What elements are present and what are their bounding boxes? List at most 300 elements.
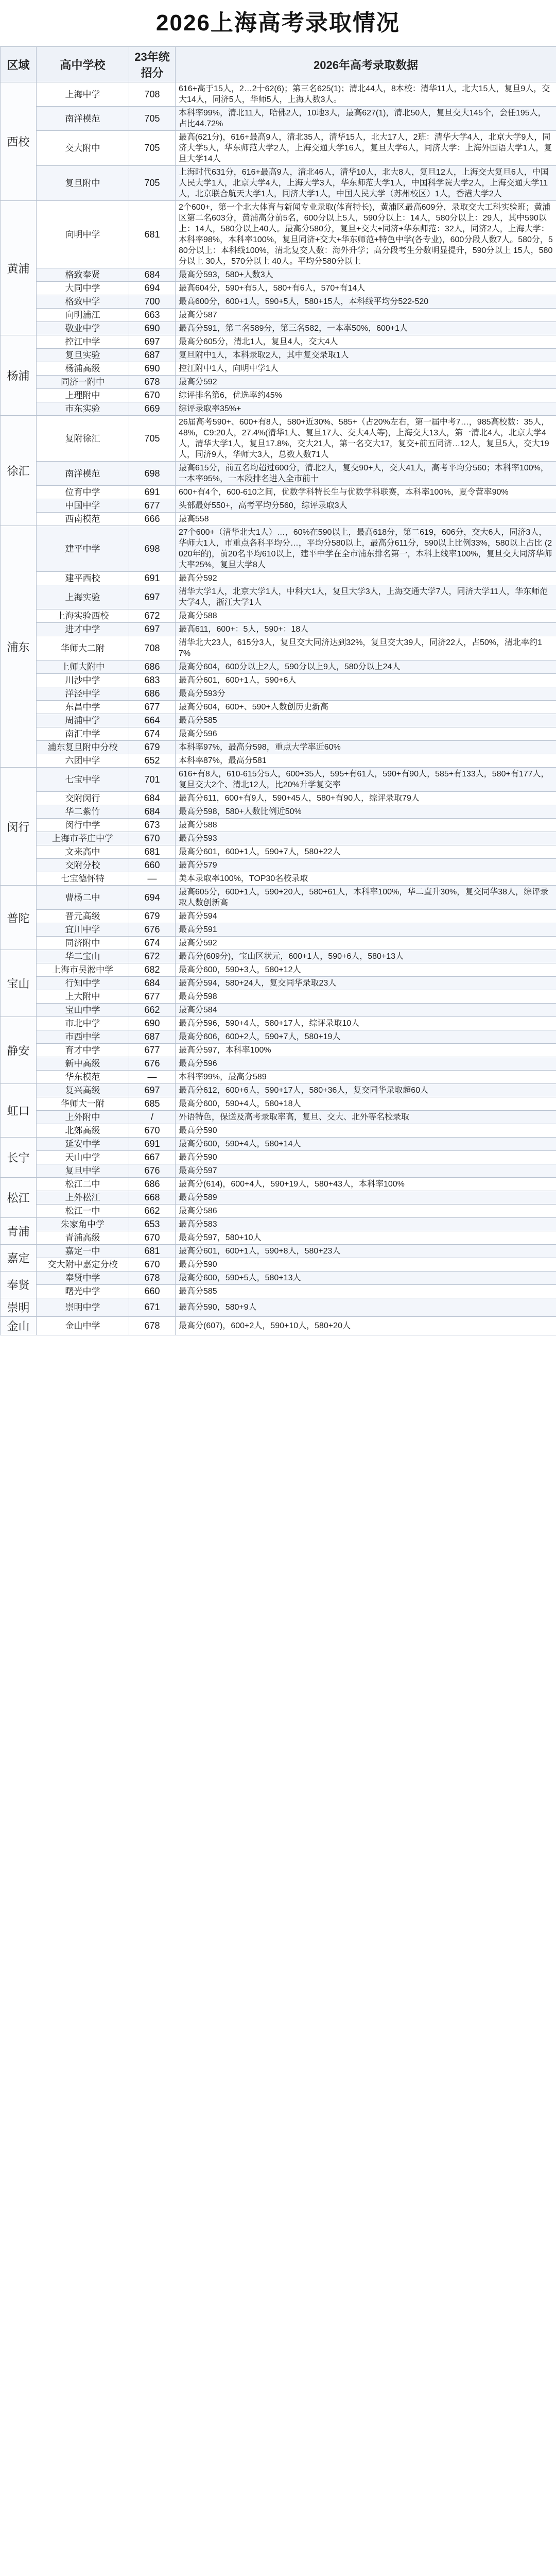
school-name-cell: 上外松江 <box>37 1191 129 1205</box>
admission-data-cell: 2个600+，第一个北大体育与新闻专业录取(体育特长)，黄浦区最高609分，录取交大工科实验班；黄浦区第二名603分，黄浦高分前5名，600分以上5人，590分以上：14人，580分以上：29人，其中590以上：14人，580分以上40人。最高分580分，复旦+交大+同济+华东师范：32人，同济2人，上海大学：本科率98%，本科率100%，复旦同济+交大+华东师范+特色中学(各专业)，600分段人数7人。580分，580分以上：本科线100%，清北复交人数：海外升学；高分段考生分数明显提升，590分以上 15人，580分以上 30人，570分以上 40人。平均分580分以上 <box>176 201 556 268</box>
score-cell: 705 <box>129 131 176 166</box>
score-cell: 660 <box>129 1285 176 1298</box>
district-cell: 闵行 <box>1 768 37 886</box>
table-row <box>1 82 556 107</box>
score-cell: 664 <box>129 714 176 727</box>
table-row <box>1 486 556 499</box>
admission-data-cell: 最高分596 <box>176 727 556 741</box>
school-name-cell: 奉贤中学 <box>37 1272 129 1285</box>
school-name-cell: 川沙中学 <box>37 674 129 687</box>
school-name-cell: 上海实验西校 <box>37 609 129 623</box>
score-cell: 674 <box>129 937 176 950</box>
school-name-cell: 上海市莘庄中学 <box>37 832 129 845</box>
table-row <box>1 309 556 322</box>
table-row <box>1 416 556 462</box>
admission-data-cell: 最高分587 <box>176 309 556 322</box>
score-cell: 691 <box>129 486 176 499</box>
school-name-cell: 东昌中学 <box>37 701 129 714</box>
school-name-cell: 曙光中学 <box>37 1285 129 1298</box>
score-cell: 705 <box>129 166 176 201</box>
table-row <box>1 819 556 832</box>
school-name-cell: 上师大附中 <box>37 660 129 674</box>
school-name-cell: 南汇中学 <box>37 727 129 741</box>
district-cell: 长宁 <box>1 1138 37 1178</box>
admission-data-cell: 最高分601，600+1人，590+7人，580+22人 <box>176 845 556 859</box>
table-row <box>1 754 556 768</box>
score-cell: 690 <box>129 1017 176 1030</box>
school-name-cell: 上大附中 <box>37 990 129 1004</box>
score-cell: 682 <box>129 963 176 977</box>
score-cell: 652 <box>129 754 176 768</box>
table-row <box>1 950 556 963</box>
score-cell: 697 <box>129 335 176 349</box>
school-name-cell: 敬业中学 <box>37 322 129 335</box>
admission-data-cell: 最高604分，590+有5人，580+有6人，570+有14人 <box>176 282 556 295</box>
table-row <box>1 1084 556 1097</box>
table-row <box>1 1231 556 1245</box>
table-row <box>1 923 556 937</box>
admission-data-cell: 最高分593 <box>176 832 556 845</box>
school-name-cell: 上海市吴淞中学 <box>37 963 129 977</box>
score-cell: 681 <box>129 1245 176 1258</box>
table-row <box>1 910 556 923</box>
school-name-cell: 位育中学 <box>37 486 129 499</box>
table-row <box>1 832 556 845</box>
table-row <box>1 268 556 282</box>
score-cell: 674 <box>129 727 176 741</box>
admission-data-cell: 头部最好550+，高考平均分560，综评录取3人 <box>176 499 556 513</box>
district-cell: 普陀 <box>1 886 37 950</box>
school-name-cell: 七宝德怀特 <box>37 872 129 886</box>
admission-data-cell: 最高分604，600+、590+人数创历史新高 <box>176 701 556 714</box>
admission-data-cell: 最高分596，590+4人，580+17人，综评录取10人 <box>176 1017 556 1030</box>
score-cell: / <box>129 1111 176 1124</box>
score-cell: 671 <box>129 1298 176 1317</box>
score-cell: 670 <box>129 832 176 845</box>
table-row <box>1 131 556 166</box>
score-cell: 668 <box>129 1191 176 1205</box>
admission-data-cell: 上海时代631分，616+最高9人，清北46人，清华10人，北大8人，复旦12人，上海交大复旦6人，中国人民大学1人，北京大学4人，上海大学3人，华东师范大学1人，中国科学院大学2人，上海交通大学11人，北京联合航天大学1人，同济大学1人，中国人民大学（苏州校区）1人，香港大学2人 <box>176 166 556 201</box>
table-row <box>1 1138 556 1151</box>
score-cell: 700 <box>129 295 176 309</box>
district-cell: 宝山 <box>1 950 37 1017</box>
table-row <box>1 1044 556 1057</box>
school-name-cell: 华东模范 <box>37 1071 129 1084</box>
district-cell: 静安 <box>1 1017 37 1084</box>
score-cell: 673 <box>129 819 176 832</box>
score-cell: 684 <box>129 268 176 282</box>
school-name-cell: 市北中学 <box>37 1017 129 1030</box>
score-cell: 690 <box>129 322 176 335</box>
admission-data-cell: 最高分594 <box>176 910 556 923</box>
table-row <box>1 674 556 687</box>
school-name-cell: 嘉定一中 <box>37 1245 129 1258</box>
table-row <box>1 714 556 727</box>
table-row <box>1 572 556 585</box>
school-name-cell: 同济附中 <box>37 937 129 950</box>
admission-data-cell: 清华大学1人，北京大学1人，中科大1人，复旦大学3人，上海交通大学7人，同济大学11人，华东师范大学4人，浙江大学1人 <box>176 585 556 609</box>
school-name-cell: 新中高级 <box>37 1057 129 1071</box>
score-cell: 677 <box>129 990 176 1004</box>
table-row <box>1 963 556 977</box>
score-cell: 697 <box>129 1084 176 1097</box>
table-row <box>1 727 556 741</box>
score-cell: — <box>129 1071 176 1084</box>
table-row <box>1 977 556 990</box>
score-cell: 679 <box>129 910 176 923</box>
table-row <box>1 1151 556 1164</box>
score-cell: 677 <box>129 701 176 714</box>
table-row <box>1 792 556 805</box>
table-row <box>1 1111 556 1124</box>
school-name-cell: 复旦附中 <box>37 166 129 201</box>
admission-data-cell: 本科率87%，最高分581 <box>176 754 556 768</box>
admission-data-cell: 最高分586 <box>176 1205 556 1218</box>
school-name-cell: 闵行中学 <box>37 819 129 832</box>
admission-data-cell: 最高分600，590+4人，580+14人 <box>176 1138 556 1151</box>
score-cell: 685 <box>129 1097 176 1111</box>
admission-data-cell: 最高(621分)，616+最高9人，清北35人，清华15人，北大17人，2班：清华大学4人，北京大学9人，同济大学5人，华东师范大学2人，上海交通大学16人，复旦大学6人，同济大学：上海外国语大学1人，复旦大学14人 <box>176 131 556 166</box>
admission-data-cell: 26届高考590+、600+有8人，580+近30%、585+（占20%左右，第一届中考7…，985高校数：35人，48%，C9:20人，27.4%(清华1人、复旦17人、交大4人等)，上海交大13人，第一清北4人，北京大学4人，清华大学1人，复旦17.8%，交大21人，第一名交大17，复交+前五同济…12人，复旦5人，交大19人，同济9人，华师大3人，总数人数71人 <box>176 416 556 462</box>
admission-data-cell: 最高615分，前五名均超过600分，清北2人，复交90+人，交大41人，高考平均分560；本科率100%，一本率95%，一本段排名进入全市前十 <box>176 462 556 486</box>
admission-data-cell: 最高分600，590+5人，580+13人 <box>176 1272 556 1285</box>
admission-data-cell: 最高分590 <box>176 1124 556 1138</box>
table-row <box>1 1124 556 1138</box>
school-name-cell: 复兴高级 <box>37 1084 129 1097</box>
school-name-cell: 金山中学 <box>37 1317 129 1335</box>
score-cell: 670 <box>129 389 176 402</box>
school-name-cell: 上理附中 <box>37 389 129 402</box>
admission-data-cell: 最高分612，600+6人，590+17人，580+36人，复交同华录取超60人 <box>176 1084 556 1097</box>
admission-data-cell: 最高分598 <box>176 990 556 1004</box>
school-name-cell: 建平中学 <box>37 526 129 572</box>
admission-data-cell: 最高分588 <box>176 819 556 832</box>
column-header-score: 23年统招分 <box>129 47 176 82</box>
table-row <box>1 282 556 295</box>
table-row <box>1 687 556 701</box>
table-row <box>1 1285 556 1298</box>
table-row <box>1 322 556 335</box>
table-row <box>1 585 556 609</box>
school-name-cell: 曹杨二中 <box>37 886 129 910</box>
admission-data-cell: 最高分590，580+9人 <box>176 1298 556 1317</box>
score-cell: 686 <box>129 660 176 674</box>
school-name-cell: 大同中学 <box>37 282 129 295</box>
table-row <box>1 872 556 886</box>
school-name-cell: 北郊高级 <box>37 1124 129 1138</box>
table-row <box>1 805 556 819</box>
admission-data-cell: 最高分590 <box>176 1258 556 1272</box>
admission-data-cell: 本科率99%，清北11人，哈佛2人，10地3人，最高627(1)，清北50人，复旦交大145个，会任195人，占比44.72% <box>176 107 556 131</box>
admission-data-cell: 美本录取率100%，TOP30名校录取 <box>176 872 556 886</box>
school-name-cell: 宝山中学 <box>37 1004 129 1017</box>
score-cell: 681 <box>129 845 176 859</box>
score-cell: 667 <box>129 1151 176 1164</box>
table-row <box>1 513 556 526</box>
admission-data-cell: 最高分593分 <box>176 687 556 701</box>
admission-data-cell: 最高分606，600+2人，590+7人，580+19人 <box>176 1030 556 1044</box>
school-name-cell: 向明中学 <box>37 201 129 268</box>
district-cell: 嘉定 <box>1 1245 37 1272</box>
table-row <box>1 376 556 389</box>
score-cell: 678 <box>129 376 176 389</box>
table-row <box>1 937 556 950</box>
score-cell: 697 <box>129 585 176 609</box>
table-row <box>1 166 556 201</box>
score-cell: 698 <box>129 526 176 572</box>
school-name-cell: 交附闵行 <box>37 792 129 805</box>
score-cell: 684 <box>129 977 176 990</box>
school-name-cell: 控江中学 <box>37 335 129 349</box>
table-row <box>1 1071 556 1084</box>
score-cell: 708 <box>129 82 176 107</box>
school-name-cell: 延安中学 <box>37 1138 129 1151</box>
column-header-school: 高中学校 <box>37 47 129 82</box>
school-name-cell: 浦东复旦附中分校 <box>37 741 129 754</box>
district-cell: 崇明 <box>1 1298 37 1317</box>
score-cell: 663 <box>129 309 176 322</box>
admission-data-cell: 27个600+（清华北大1人）…，60%在590以上，最高618分，第二619，606分，交大6人，同济3人，华师大1人，市重点各科平均分…，平均分580以上，最高分611分，590以上比例33%，580以上占比 (2020年的)，前20名平均610以上，建平中学在全市浦东排名第一，本科上线率100%，复旦交大同济华师大率25%，复旦大学8人 <box>176 526 556 572</box>
admission-data-cell: 最高分583 <box>176 1218 556 1231</box>
table-row <box>1 845 556 859</box>
table-row <box>1 201 556 268</box>
admission-data-cell: 最高分592 <box>176 376 556 389</box>
table-body <box>1 82 556 1335</box>
school-name-cell: 格致中学 <box>37 295 129 309</box>
school-name-cell: 南洋模范 <box>37 107 129 131</box>
admission-data-cell: 控江附中1人，向明中学1人 <box>176 362 556 376</box>
school-name-cell: 交附分校 <box>37 859 129 872</box>
score-cell: 697 <box>129 623 176 636</box>
admission-data-cell: 最高605分，600+1人，590+20人，580+61人，本科率100%，华二直升30%，复交同华38人，综评录取人数创新高 <box>176 886 556 910</box>
score-cell: 705 <box>129 107 176 131</box>
admission-data-cell: 本科率99%，最高分589 <box>176 1071 556 1084</box>
table-row <box>1 1178 556 1191</box>
school-name-cell: 文来高中 <box>37 845 129 859</box>
district-cell: 黄浦 <box>1 201 37 335</box>
score-cell: 670 <box>129 1231 176 1245</box>
district-cell: 西校 <box>1 82 37 201</box>
score-cell: 679 <box>129 741 176 754</box>
school-name-cell: 周浦中学 <box>37 714 129 727</box>
admission-data-cell: 最高分592 <box>176 937 556 950</box>
score-cell: 672 <box>129 950 176 963</box>
column-header-data: 2026年高考录取数据 <box>176 47 556 82</box>
table-row <box>1 990 556 1004</box>
score-cell: 676 <box>129 1164 176 1178</box>
school-name-cell: 七宝中学 <box>37 768 129 792</box>
score-cell: 676 <box>129 1057 176 1071</box>
score-cell: 686 <box>129 687 176 701</box>
school-name-cell: 市东实验 <box>37 402 129 416</box>
school-name-cell: 交大附中 <box>37 131 129 166</box>
score-cell: 708 <box>129 636 176 660</box>
page-title: 2026上海高考录取情况 <box>0 0 556 46</box>
score-cell: 677 <box>129 1044 176 1057</box>
school-name-cell: 华二宝山 <box>37 950 129 963</box>
school-name-cell: 育才中学 <box>37 1044 129 1057</box>
admission-data-cell: 最高分611，600+有9人，590+45人，580+有90人，综评录取79人 <box>176 792 556 805</box>
school-name-cell: 南洋模范 <box>37 462 129 486</box>
table-row <box>1 1004 556 1017</box>
school-name-cell: 格致奉贤 <box>37 268 129 282</box>
district-cell: 浦东 <box>1 526 37 768</box>
admission-data-cell: 复旦附中1人，本科录取2人，其中复交录取1人 <box>176 349 556 362</box>
table-row <box>1 1298 556 1317</box>
score-cell: 681 <box>129 201 176 268</box>
district-cell: 青浦 <box>1 1218 37 1245</box>
table-row <box>1 1245 556 1258</box>
table-row <box>1 636 556 660</box>
school-name-cell: 市西中学 <box>37 1030 129 1044</box>
score-cell: 678 <box>129 1272 176 1285</box>
admission-table <box>0 46 556 1335</box>
admission-data-cell: 外语特色，保送及高考录取率高，复旦、交大、北外等名校录取 <box>176 1111 556 1124</box>
school-name-cell: 天山中学 <box>37 1151 129 1164</box>
score-cell: 705 <box>129 416 176 462</box>
school-name-cell: 复旦中学 <box>37 1164 129 1178</box>
score-cell: 676 <box>129 923 176 937</box>
admission-data-cell: 最高分579 <box>176 859 556 872</box>
school-name-cell: 复旦实验 <box>37 349 129 362</box>
table-row <box>1 1317 556 1335</box>
table-row <box>1 701 556 714</box>
admission-data-cell: 清华北大23人，615分3人，复旦交大同济达到32%，复旦交大39人，同济22人，占50%，清北率约17% <box>176 636 556 660</box>
school-name-cell: 洋泾中学 <box>37 687 129 701</box>
score-cell: 683 <box>129 674 176 687</box>
score-cell: 686 <box>129 1178 176 1191</box>
school-name-cell: 上外附中 <box>37 1111 129 1124</box>
admission-data-cell: 最高分(609分)，宝山区状元，600+1人，590+6人，580+13人 <box>176 950 556 963</box>
admission-data-cell: 最高分590 <box>176 1151 556 1164</box>
school-name-cell: 中国中学 <box>37 499 129 513</box>
admission-data-cell: 616+高于15人，2…2十62(6)；第三名625(1)；清北44人，8本校：清华11人，北大15人，复旦9人，交大14人，同济5人，华师5人，上海人数3人。 <box>176 82 556 107</box>
admission-data-cell: 最高分605分，清北1人，复旦4人，交大4人 <box>176 335 556 349</box>
score-cell: 662 <box>129 1004 176 1017</box>
admission-data-cell: 最高600分，600+1人，590+5人，580+15人，本科线平均分522-520 <box>176 295 556 309</box>
district-cell: 虹口 <box>1 1084 37 1138</box>
admission-data-cell: 616+有8人，610-615分5人，600+35人，595+有61人，590+有90人，585+有133人，580+有177人，复旦交大2个、清北12人，比20%升学复交率 <box>176 768 556 792</box>
table-row <box>1 295 556 309</box>
table-row <box>1 389 556 402</box>
table-row <box>1 362 556 376</box>
score-cell: 662 <box>129 1205 176 1218</box>
score-cell: 669 <box>129 402 176 416</box>
school-name-cell: 进才中学 <box>37 623 129 636</box>
table-row <box>1 1057 556 1071</box>
table-row <box>1 1017 556 1030</box>
table-row <box>1 886 556 910</box>
admission-data-cell: 本科率97%，最高分598，重点大学率近60% <box>176 741 556 754</box>
admission-data-cell: 最高分592 <box>176 572 556 585</box>
district-cell: 金山 <box>1 1317 37 1335</box>
score-cell: 698 <box>129 462 176 486</box>
admission-data-cell: 最高分(607)，600+2人，590+10人，580+20人 <box>176 1317 556 1335</box>
school-name-cell: 华师大二附 <box>37 636 129 660</box>
school-name-cell: 复附徐汇 <box>37 416 129 462</box>
table-row <box>1 335 556 349</box>
score-cell: 687 <box>129 1030 176 1044</box>
school-name-cell: 华师大一附 <box>37 1097 129 1111</box>
table-row <box>1 462 556 486</box>
admission-data-cell: 最高611，600+：5人，590+：18人 <box>176 623 556 636</box>
table-row <box>1 609 556 623</box>
school-name-cell: 松江二中 <box>37 1178 129 1191</box>
table-row <box>1 660 556 674</box>
school-name-cell: 崇明中学 <box>37 1298 129 1317</box>
admission-data-cell: 最高分601，600+1人，590+6人 <box>176 674 556 687</box>
district-cell: 杨浦 <box>1 335 37 416</box>
score-cell: 678 <box>129 1317 176 1335</box>
admission-data-cell: 最高分594，580+24人，复交同华录取23人 <box>176 977 556 990</box>
column-header-district: 区域 <box>1 47 37 82</box>
score-cell: 653 <box>129 1218 176 1231</box>
table-row <box>1 1164 556 1178</box>
admission-data-cell: 最高分597 <box>176 1164 556 1178</box>
score-cell: 691 <box>129 572 176 585</box>
admission-data-cell: 最高分596 <box>176 1057 556 1071</box>
school-name-cell: 上海实验 <box>37 585 129 609</box>
table-row <box>1 1218 556 1231</box>
table-row <box>1 1097 556 1111</box>
score-cell: 670 <box>129 1124 176 1138</box>
admission-data-cell: 最高分585 <box>176 1285 556 1298</box>
school-name-cell: 西南模范 <box>37 513 129 526</box>
admission-data-cell: 最高分(614)，600+4人，590+19人，580+43人，本科率100% <box>176 1178 556 1191</box>
score-cell: 687 <box>129 349 176 362</box>
school-name-cell: 建平西校 <box>37 572 129 585</box>
table-row <box>1 1272 556 1285</box>
admission-data-cell: 最高分597，580+10人 <box>176 1231 556 1245</box>
score-cell: 701 <box>129 768 176 792</box>
table-row <box>1 859 556 872</box>
school-name-cell: 六团中学 <box>37 754 129 768</box>
score-cell: 666 <box>129 513 176 526</box>
district-cell: 松江 <box>1 1178 37 1218</box>
school-name-cell: 宜川中学 <box>37 923 129 937</box>
score-cell: 694 <box>129 282 176 295</box>
table-row <box>1 768 556 792</box>
school-name-cell: 华二紫竹 <box>37 805 129 819</box>
admission-data-cell: 最高分589 <box>176 1191 556 1205</box>
score-cell: — <box>129 872 176 886</box>
admission-data-cell: 600+有4个，600-610之间，优数学科特长生与优数学科联赛，本科率100%，夏令营率90% <box>176 486 556 499</box>
table-row <box>1 499 556 513</box>
table-row <box>1 1258 556 1272</box>
district-cell: 徐汇 <box>1 416 37 526</box>
table-row <box>1 1205 556 1218</box>
table-row <box>1 741 556 754</box>
admission-data-cell: 最高分597，本科率100% <box>176 1044 556 1057</box>
score-cell: 694 <box>129 886 176 910</box>
admission-data-cell: 最高分600，590+4人，580+18人 <box>176 1097 556 1111</box>
school-name-cell: 交大附中嘉定分校 <box>37 1258 129 1272</box>
table-row <box>1 1191 556 1205</box>
score-cell: 660 <box>129 859 176 872</box>
admission-data-cell: 最高分598，580+人数比例近50% <box>176 805 556 819</box>
school-name-cell: 向明浦江 <box>37 309 129 322</box>
score-cell: 691 <box>129 1138 176 1151</box>
score-cell: 677 <box>129 499 176 513</box>
score-cell: 684 <box>129 805 176 819</box>
school-name-cell: 晋元高级 <box>37 910 129 923</box>
school-name-cell: 上海中学 <box>37 82 129 107</box>
admission-data-cell: 最高分585 <box>176 714 556 727</box>
school-name-cell: 杨浦高级 <box>37 362 129 376</box>
admission-data-cell: 最高分593，580+人数3人 <box>176 268 556 282</box>
admission-data-cell: 最高分591，第二名589分，第三名582，一本率50%，600+1人 <box>176 322 556 335</box>
table-row <box>1 526 556 572</box>
